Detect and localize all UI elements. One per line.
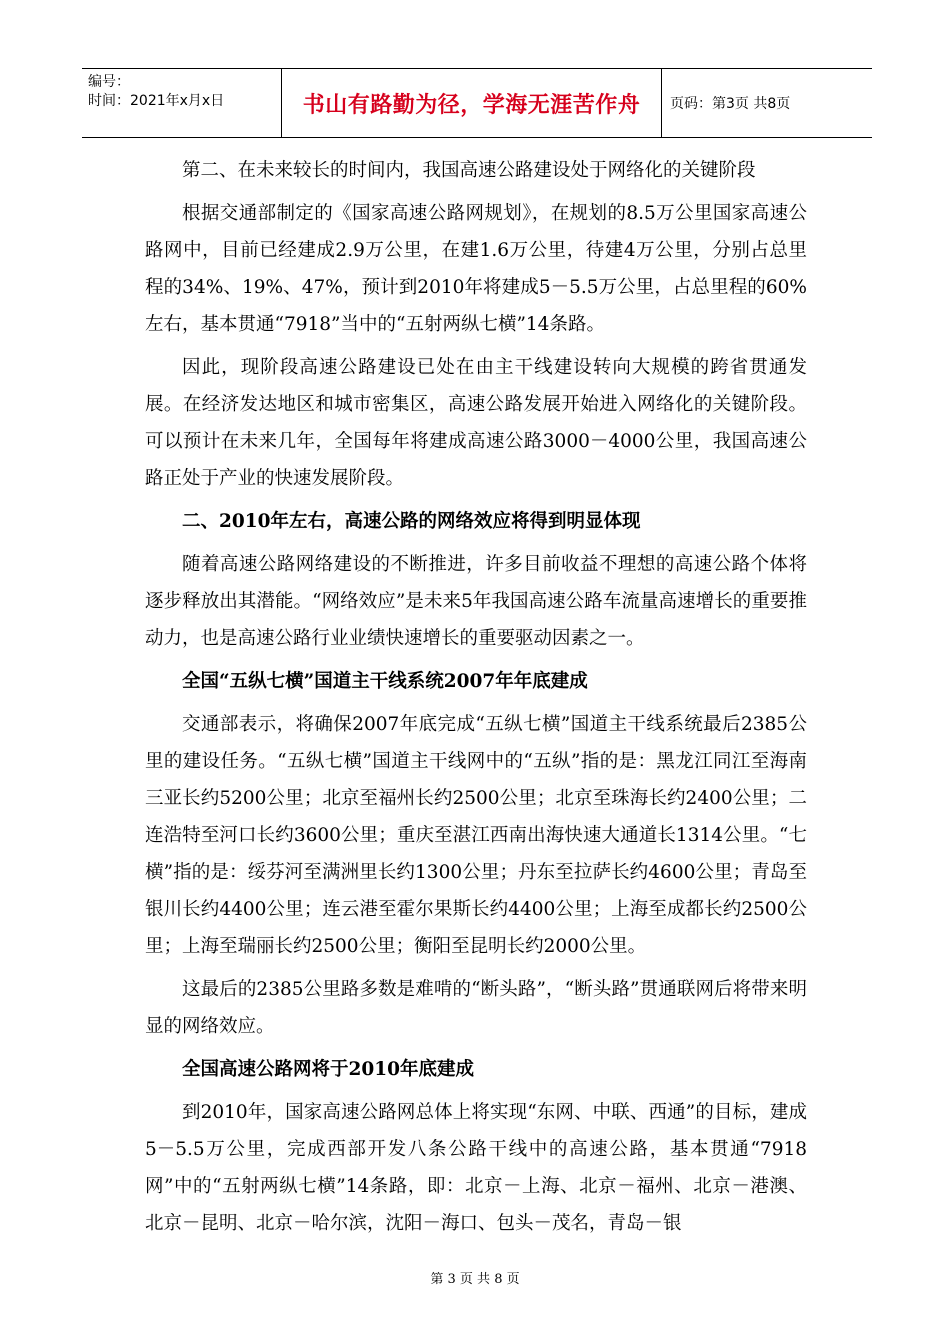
number-label: 编号： xyxy=(88,74,130,90)
paragraph: 随着高速公路网络建设的不断推进，许多目前收益不理想的高速公路个体将逐步释放出其潜能。“网络效应”是未来5年我国高速公路车流量高速增长的重要推动力，也是高速公路行业业绩快速增长的重要驱动因素之一。 xyxy=(145,554,807,649)
paragraph: 这最后的2385公里路多数是难啃的“断头路”，“断头路”贯通联网后将带来明显的网络效应。 xyxy=(145,979,807,1037)
section-heading: 全国高速公路网将于2010年底建成 xyxy=(182,1059,474,1080)
section-heading: 二、2010年左右，高速公路的网络效应将得到明显体现 xyxy=(182,511,641,532)
page-footer: 第 3 页 共 8 页 xyxy=(430,1272,520,1287)
paragraph: 根据交通部制定的《国家高速公路网规划》，在规划的8.5万公里国家高速公路网中，目前已经建成2.9万公里，在建1.6万公里，待建4万公里，分别占总里程的34%、19%、47%，预计到2010年将建成5－5.5万公里，占总里程的60%左右，基本贯通“7918”当中的“五射两纵七横”14条路。 xyxy=(145,203,807,335)
header-slogan: 书山有路勤为径，学海无涯苦作舟 xyxy=(282,69,662,137)
time-label: 时间：2021年x月x日 xyxy=(88,93,225,109)
paragraph: 到2010年，国家高速公路网总体上将实现“东网、中联、西通”的目标，建成5－5.5万公里，完成西部开发八条公路干线中的高速公路，基本贯通“7918网”中的“五射两纵七横”14条路，即：北京－上海、北京－福州、北京－港澳、北京－昆明、北京－哈尔滨，沈阳－海口、包头－茂名，青岛－银 xyxy=(145,1102,807,1234)
paragraph: 第二、在未来较长的时间内，我国高速公路建设处于网络化的关键阶段 xyxy=(182,160,756,181)
header-meta xyxy=(82,69,282,137)
paragraph: 因此，现阶段高速公路建设已处在由主干线建设转向大规模的跨省贯通发展。在经济发达地区和城市密集区，高速公路发展开始进入网络化的关键阶段。可以预计在未来几年，全国每年将建成高速公路3000－4000公里，我国高速公路正处于产业的快速发展阶段。 xyxy=(145,357,807,489)
paragraph: 交通部表示，将确保2007年底完成“五纵七横”国道主干线系统最后2385公里的建设任务。“五纵七横”国道主干线网中的“五纵”指的是：黑龙江同江至海南三亚长约5200公里；北京至福州长约2500公里；北京至珠海长约2400公里；二连浩特至河口长约3600公里；重庆至湛江西南出海快速大通道长1314公里。“七横”指的是：绥芬河至满洲里长约1300公里；丹东至拉萨长约4600公里；青岛至银川长约4400公里；连云港至霍尔果斯长约4400公里；上海至成都长约2500公里；上海至瑞丽长约2500公里；衡阳至昆明长约2000公里。 xyxy=(145,714,807,957)
header-page-info: 页码：第3页 共8页 xyxy=(670,96,791,112)
section-heading: 全国“五纵七横”国道主干线系统2007年年底建成 xyxy=(182,671,588,692)
document-body xyxy=(145,152,807,1248)
page-header xyxy=(82,68,872,138)
